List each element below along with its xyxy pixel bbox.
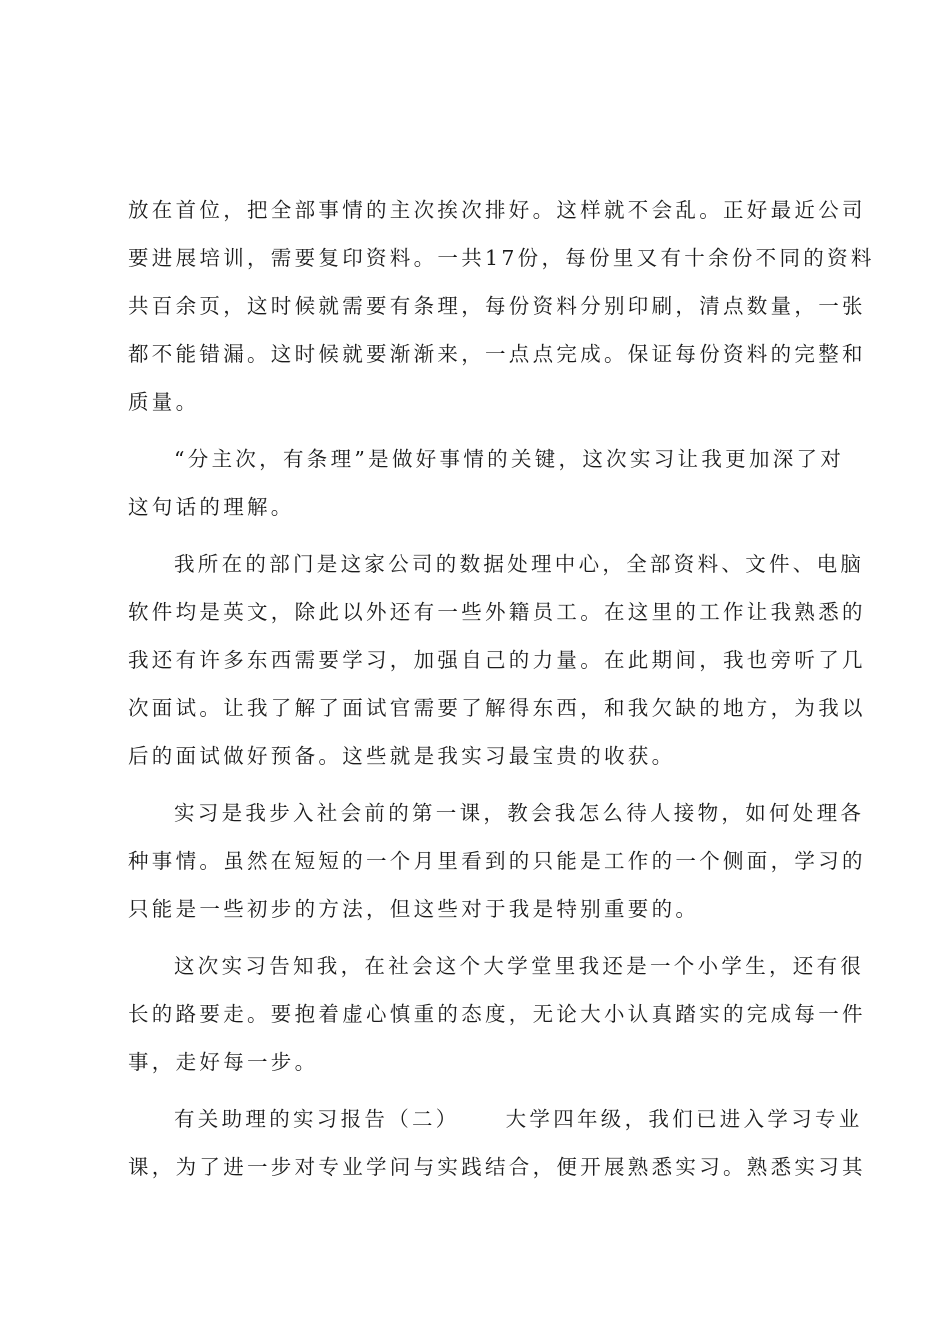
text-line — [128, 1095, 863, 1143]
text-line: 这次实习告知我，在社会这个大学堂里我还是一个小学生，还有很 — [174, 954, 865, 978]
text-line: 放在首位，把全部事情的主次挨次排好。这样就不会乱。正好最近公司 — [128, 198, 866, 222]
text-line: 都不能错漏。这时候就要渐渐来，一点点完成。保证每份资料的完整和 — [128, 342, 866, 366]
text-line: 种事情。虽然在短短的一个月里看到的只能是工作的一个侧面，学习的 — [128, 849, 866, 873]
text-line: 质量。 — [128, 390, 200, 414]
paragraph-1 — [128, 186, 875, 426]
text-line: 长的路要走。要抱着虚心慎重的态度，无论大小认真踏实的完成每一件 — [128, 1002, 866, 1026]
text-line: “分主次，有条理”是做好事情的关键，这次实习让我更加深了对 — [174, 447, 845, 471]
text-line: 我还有许多东西需要学习，加强自己的力量。在此期间，我也旁听了几 — [128, 648, 866, 672]
text-line: 我所在的部门是这家公司的数据处理中心，全部资料、文件、电脑 — [174, 552, 865, 576]
text-line: 软件均是英文，除此以外还有一些外籍员工。在这里的工作让我熟悉的 — [128, 600, 866, 624]
text-line: 课，为了进一步对专业学问与实践结合，便开展熟悉实习。熟悉实习其 — [128, 1155, 866, 1179]
text-line: 次面试。让我了解了面试官需要了解得东西，和我欠缺的地方，为我以 — [128, 696, 866, 720]
section-heading: 有关助理的实习报告（二） — [174, 1107, 460, 1131]
text-line: 实习是我步入社会前的第一课，教会我怎么待人接物，如何处理各 — [174, 801, 865, 825]
text-line: 这句话的理解。 — [128, 495, 295, 519]
text-line: 后的面试做好预备。这些就是我实习最宝贵的收获。 — [128, 744, 676, 768]
paragraph-5 — [128, 942, 866, 1086]
text-line: 共百余页，这时候就需要有条理，每份资料分别印刷，清点数量，一张 — [128, 294, 866, 318]
text-line: 只能是一些初步的方法，但这些对于我是特别重要的。 — [128, 897, 700, 921]
paragraph-3 — [128, 540, 866, 780]
text-line: 要进展培训，需要复印资料。一共17份，每份里又有十余份不同的资料 — [128, 246, 875, 270]
paragraph-6 — [128, 1095, 866, 1191]
document-body — [128, 186, 875, 1191]
paragraph-4 — [128, 789, 866, 933]
paragraph-2 — [128, 435, 845, 531]
section-text: 大学四年级，我们已进入学习专业 — [505, 1107, 863, 1131]
text-line: 事，走好每一步。 — [128, 1050, 319, 1074]
